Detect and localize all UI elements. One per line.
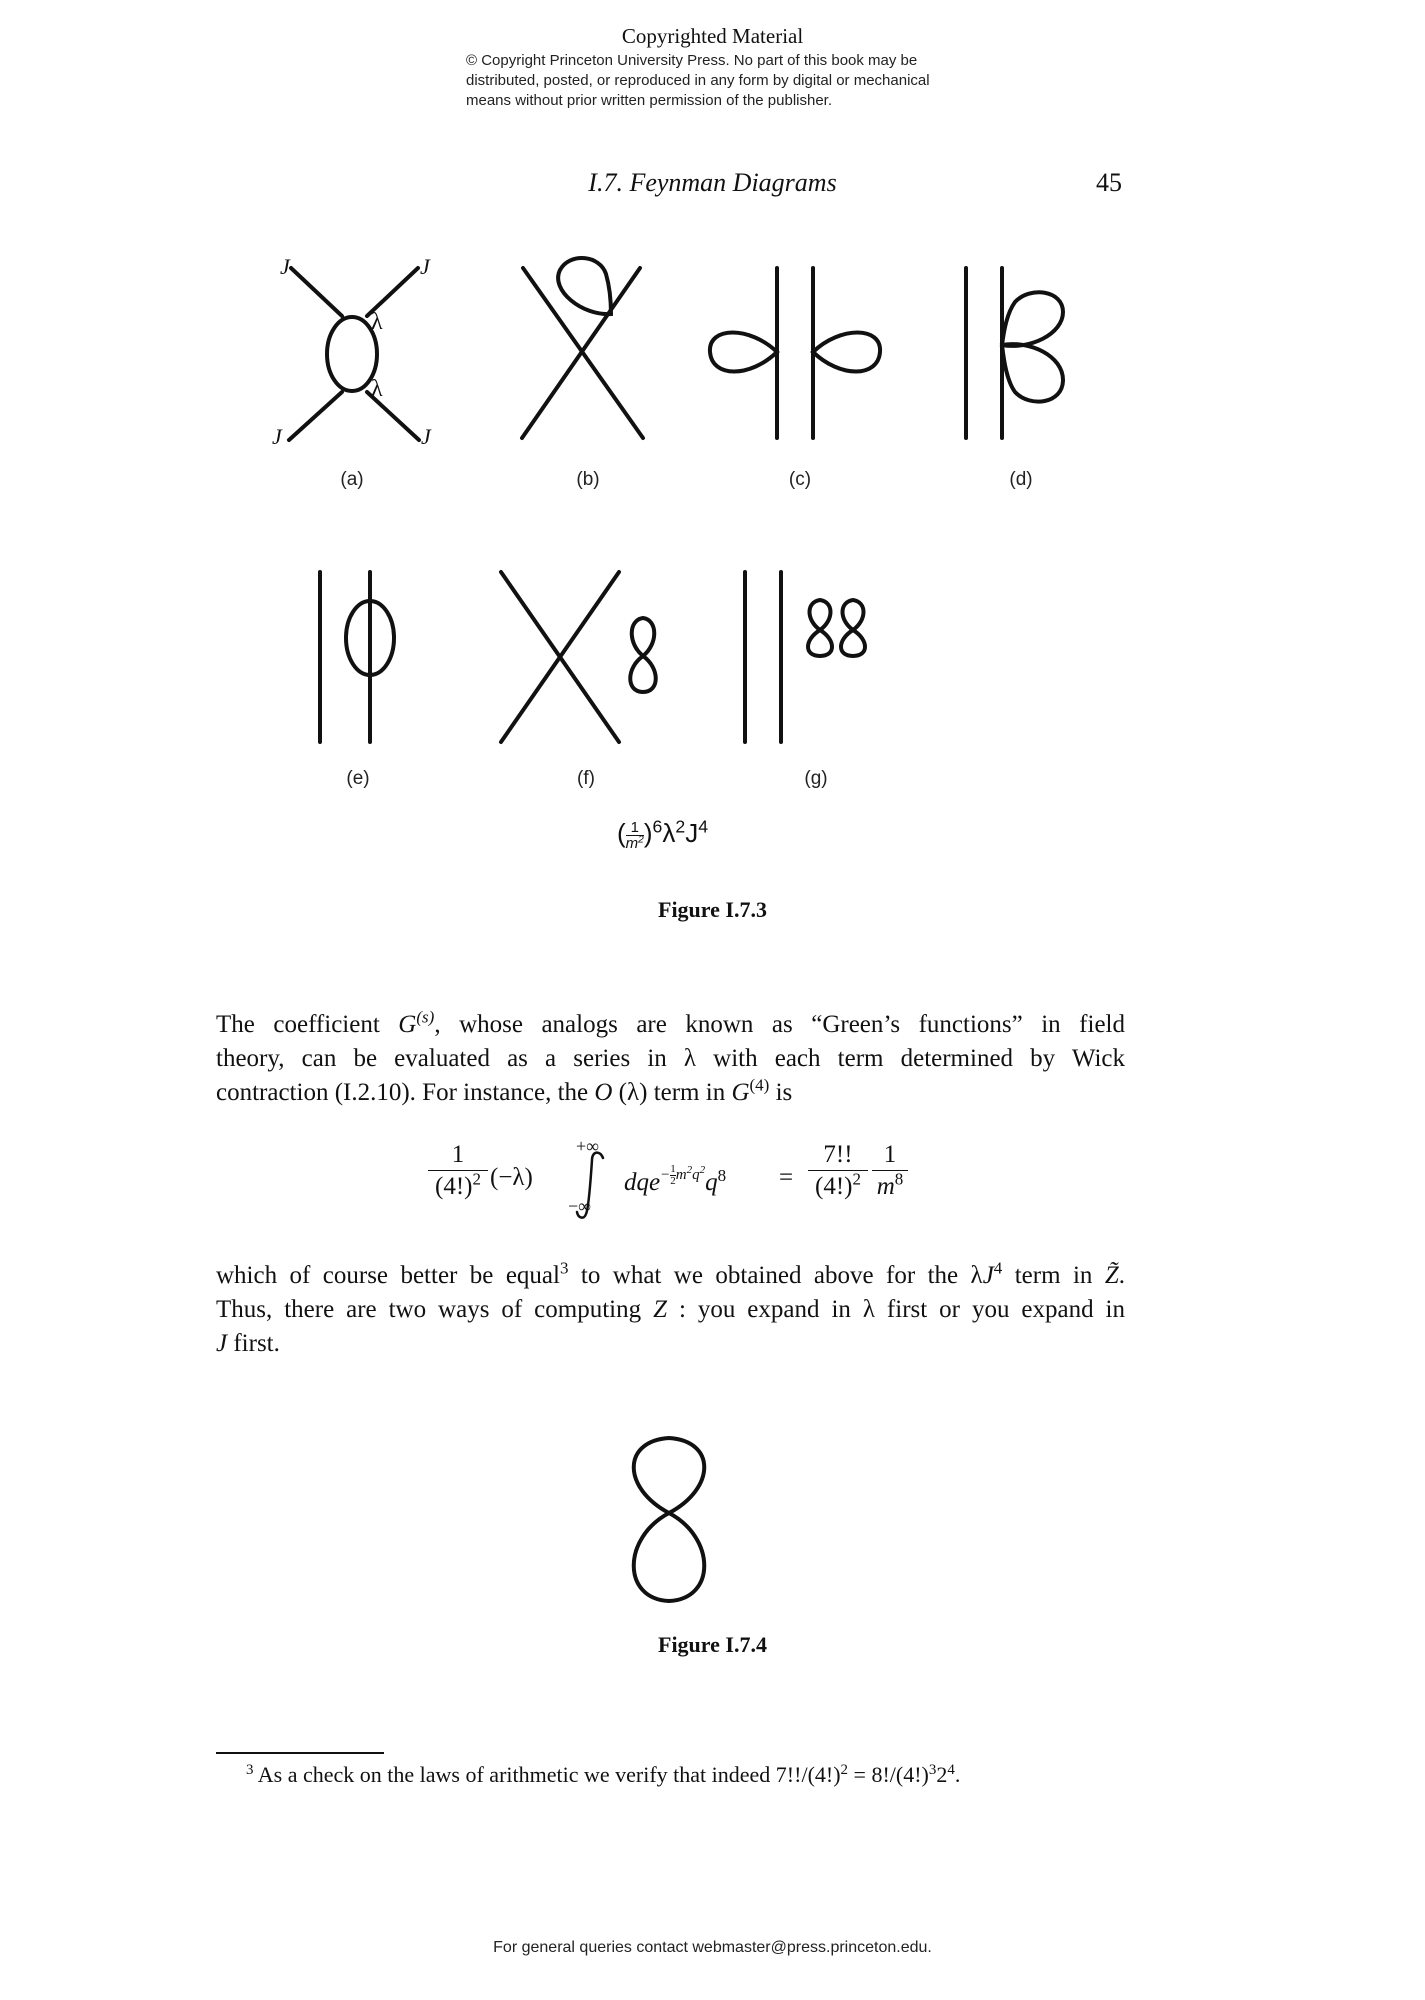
copyright-line-3: means without prior written permission of the publisher.: [466, 92, 833, 109]
copyright-line-2: distributed, posted, or reproduced in any form by digital or mechanical: [466, 72, 930, 89]
paragraph-2-line-2: Thus, there are two ways of computing Z : you expand in λ first or you expand in: [216, 1296, 1125, 1323]
figure-caption-2: Figure I.7.4: [658, 1632, 767, 1657]
paragraph-2-line-3: J first.: [216, 1330, 280, 1357]
paragraph-1-line-2: theory, can be evaluated as a series in λ with each term determined by Wick: [216, 1045, 1125, 1072]
eq-frac1: 1 $(4!)^2$: [428, 1140, 488, 1203]
copyright-title: Copyrighted Material: [621, 24, 804, 48]
factor-fraction: [626, 820, 644, 851]
diagram-g: [745, 572, 865, 742]
factor-close-paren: ): [643, 818, 653, 848]
page-number: 45: [1096, 168, 1122, 197]
diagram-c: [710, 268, 880, 438]
diagram-d: [966, 268, 1063, 438]
panel-label-e: (e): [346, 768, 370, 789]
page-footer: For general queries contact webmaster@press.princeton.edu.: [493, 1939, 932, 1956]
eq-equals: =: [779, 1164, 794, 1191]
factor-exp6: 6: [652, 816, 663, 837]
source-label-a1: J: [280, 254, 290, 279]
panel-label-d: (d): [1009, 469, 1033, 490]
panel-label-a: (a): [340, 469, 364, 490]
copyright-line-1: © Copyright Princeton University Press. No part of this book may be: [466, 52, 918, 69]
factor-lambda: λ: [662, 818, 676, 848]
factor-numerator: 1: [626, 820, 644, 836]
equation: [428, 1136, 908, 1230]
factor-open-paren: (: [617, 818, 626, 848]
source-label-a3: J: [272, 424, 282, 449]
eq-frac3: 1 $m^8$: [872, 1140, 908, 1203]
footnote-rule: [216, 1752, 384, 1754]
factor-den-exp: 2: [638, 834, 644, 846]
eq-frac2: 7!! $(4!)^2$: [808, 1140, 868, 1203]
diagram-f: [501, 572, 656, 742]
eq-upper-limit: +∞: [576, 1136, 599, 1156]
paragraph-1-line-3: contraction (I.2.10). For instance, the O (λ) term in $G^{(4)}$ is: [216, 1075, 793, 1106]
factor-J: J: [685, 818, 699, 848]
figure-eight-diagram: [634, 1438, 705, 1601]
coupling-label-a2: λ: [371, 376, 383, 402]
figure-caption-1: Figure I.7.3: [658, 897, 767, 922]
eq-integrand: $dqe^{- \frac{1}{2} m^2q^2}q^8$: [624, 1163, 727, 1197]
source-label-a4: J: [421, 424, 431, 449]
eq-minus-lambda: (−λ): [490, 1164, 533, 1191]
factor-exp2: 2: [675, 816, 686, 837]
panel-label-f: (f): [577, 768, 595, 789]
diagram-a: [289, 268, 419, 440]
coupling-label-a1: λ: [371, 309, 383, 335]
factor-den-base: m: [625, 834, 639, 852]
footnote: $^3$ As a check on the laws of arithmetic we verify that indeed $7!!/(4!)^2 = 8!/(4!)^32^4$.: [246, 1761, 961, 1787]
paragraph-2-line-1: which of course better be equal$^3$ to what we obtained above for the $\lambda J^4$ term in Z̃.: [216, 1258, 1125, 1289]
eq-lower-limit: −∞: [568, 1196, 591, 1216]
panel-label-g: (g): [804, 768, 828, 789]
panel-label-b: (b): [576, 469, 600, 490]
diagram-e: [320, 572, 394, 742]
diagram-b: [522, 258, 643, 438]
running-head: I.7. Feynman Diagrams: [588, 168, 837, 197]
diagram-factor: [617, 818, 708, 851]
factor-denominator: [626, 836, 644, 851]
panel-label-c: (c): [788, 469, 812, 490]
factor-exp4: 4: [698, 816, 709, 837]
source-label-a2: J: [420, 254, 430, 279]
paragraph-1-line-1: The coefficient $G^{(s)}$, whose analogs are known as “Green’s functions” in field: [216, 1007, 1125, 1038]
